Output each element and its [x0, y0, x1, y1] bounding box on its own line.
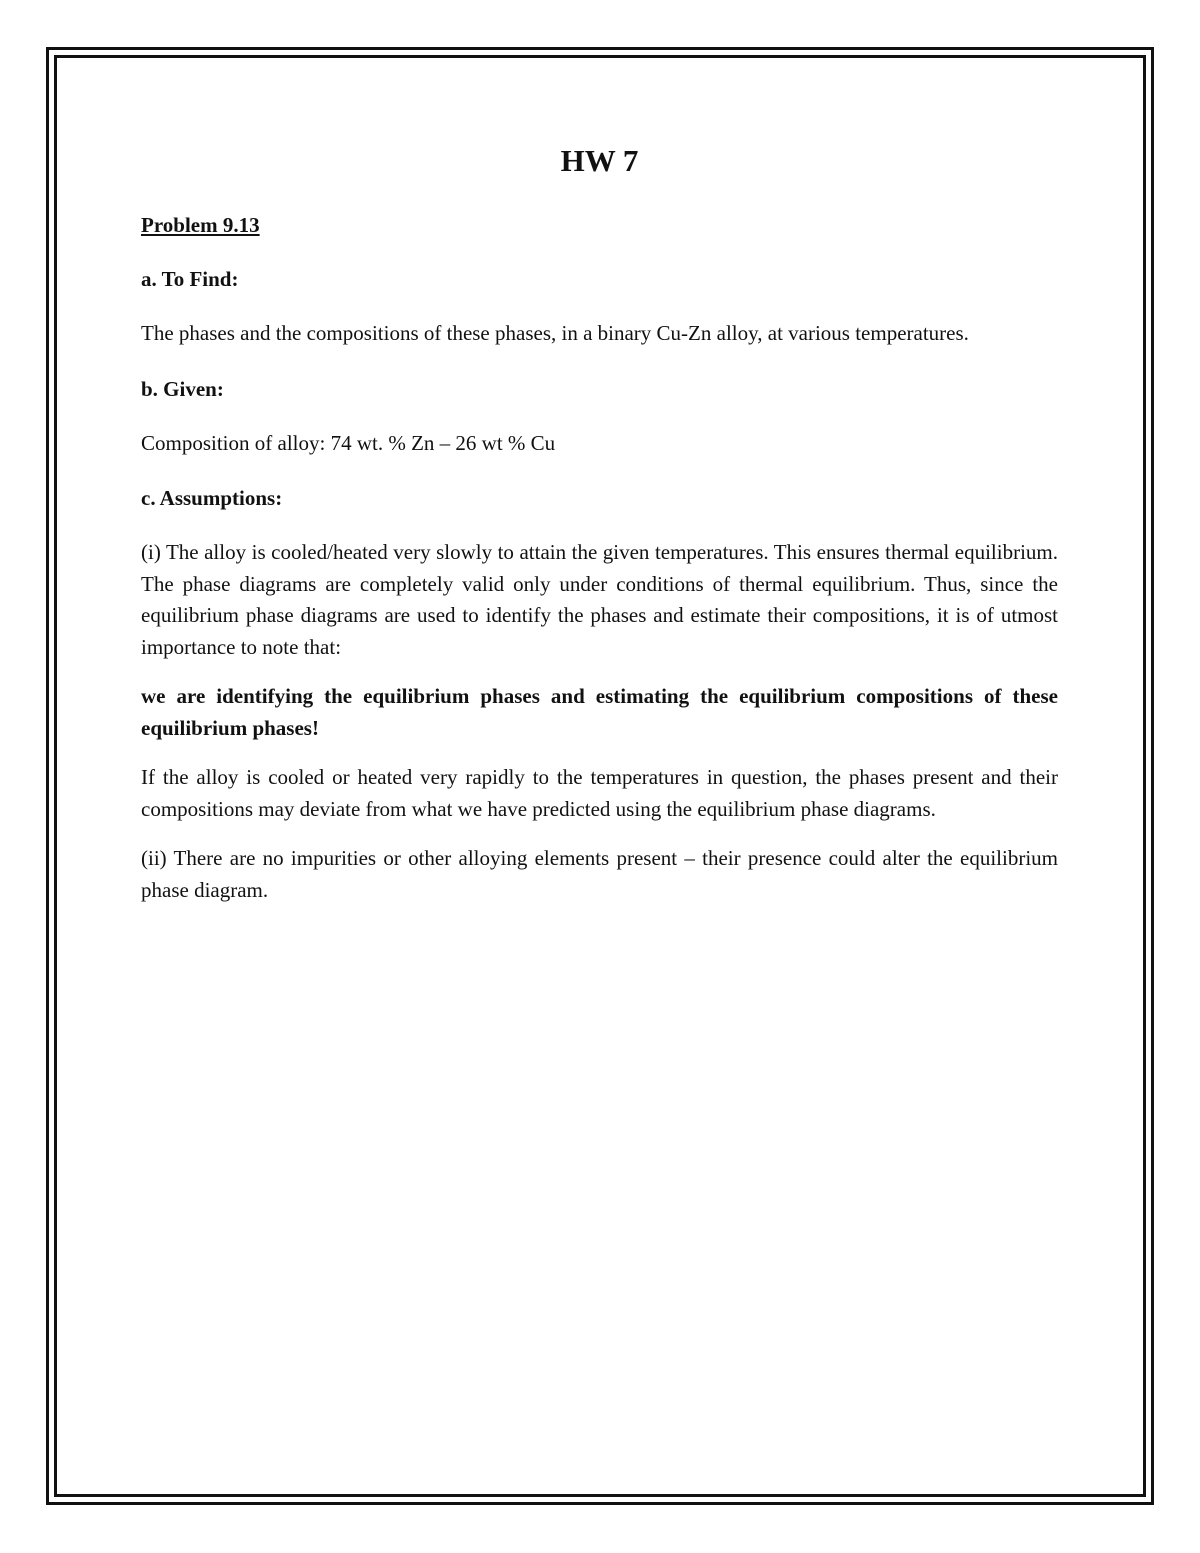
assumption-1-followup: If the alloy is cooled or heated very rapidly to the temperatures in question, the phases present and their compositions may deviate from what we have predicted using the equilibrium phase diagrams. — [141, 765, 1058, 821]
problem-heading: Problem 9.13 — [141, 213, 260, 237]
assumption-2-text: (ii) There are no impurities or other alloying elements present – their presence could alter the equilibrium phase diagram. — [141, 846, 1058, 902]
assumption-1-text: (i) The alloy is cooled/heated very slowly to attain the given temperatures. This ensures thermal equilibrium. The phase diagrams are completely valid only under conditions of thermal equilibrium. Thus, since the equilibrium phase diagrams are used to identify the phases and estimate their compositions, it is of utmost importance to note that: — [141, 540, 1058, 659]
assumptions-heading: c. Assumptions: — [141, 486, 283, 510]
document-body — [141, 142, 1058, 930]
given-heading: b. Given: — [141, 376, 224, 401]
to-find-heading: a. To Find: — [141, 267, 239, 291]
document-title: HW 7 — [560, 143, 639, 178]
given-text: Composition of alloy: 74 wt. % Zn – 26 wt % Cu — [141, 430, 556, 455]
to-find-text: The phases and the compositions of these phases, in a binary Cu-Zn alloy, at various temperatures. — [141, 321, 969, 345]
emphasis-statement: we are identifying the equilibrium phases and estimating the equilibrium compositions of these equilibrium phases! — [141, 684, 1058, 740]
